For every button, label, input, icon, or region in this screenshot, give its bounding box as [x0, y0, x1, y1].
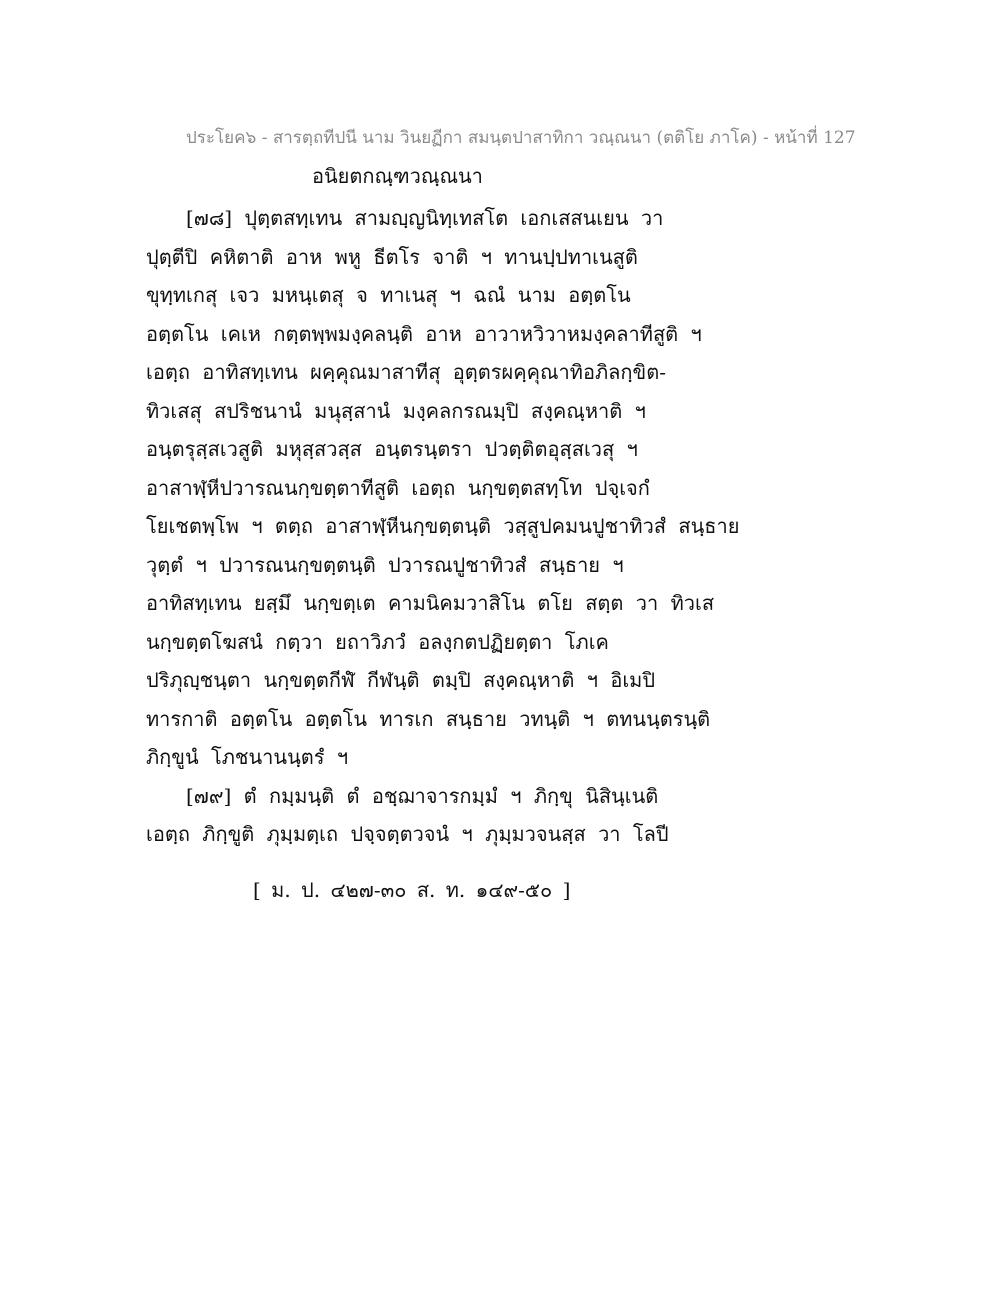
paragraph-78-line-3: ขุทฺทเกสุ เจว มหนฺเตสุ จ ทาเนสุ ฯ ฉณํ นาม อตฺตโน [146, 283, 631, 307]
paragraph-78-line-8: อาสาฬฺหีปวารณนกฺขตฺตาทีสูติ เอตฺถ นกฺขตฺตสทฺโท ปจฺเจกํ [146, 475, 650, 500]
paragraph-78-line-14: ทารกาติ อตฺตโน อตฺตโน ทารเก สนฺธาย วทนฺติ ฯ ตทนนฺตรนฺติ [146, 706, 711, 731]
paragraph-78-line-12: นกฺขตฺตโฆสนํ กตฺวา ยถาวิภวํ อลงฺกตปฏิยตฺตา โภเค [146, 629, 609, 654]
section-title: อนิยตกณฺฑวณฺณนา [312, 164, 483, 188]
paragraph-78-line-4: อตฺตโน เคเห กตฺตพฺพมงฺคลนฺติ อาห อาวาหวิวาหมงฺคลาทีสูติ ฯ [146, 321, 702, 346]
paragraph-78-line-15: ภิกฺขูนํ โภชนานนฺตรํ ฯ [146, 745, 349, 769]
paragraph-78-line-10: วุตฺตํ ฯ ปวารณนกฺขตฺตนฺติ ปวารณปูชาทิวสํ สนฺธาย ฯ [146, 552, 624, 577]
paragraph-78-line-13: ปริภุญฺชนฺตา นกฺขตฺตกีฬํ กีฬนฺติ ตมฺปิ สงฺคณฺหาติ ฯ อิเมปิ [146, 668, 656, 692]
paragraph-79-line-1: [๗๙] ตํ กมฺมนฺติ ตํ อชฺฌาจารกมฺมํ ฯ ภิกฺขุ นิสินฺเนติ [186, 783, 659, 808]
paragraph-78-line-5: เอตฺถ อาทิสทฺเทน ผคฺคุณมาสาทีสุ อุตฺตรผคฺคุณาทิอภิลกฺขิต- [146, 360, 666, 384]
paragraph-78-line-11: อาทิสทฺเทน ยสฺมึ นกฺขตฺเต คามนิคมวาสิโน ตโย สตฺต วา ทิวเส [146, 591, 715, 615]
paragraph-78-line-9: โยเชตพฺโพ ฯ ตตฺถ อาสาฬฺหีนกฺขตฺตนฺติ วสฺสูปคมนปูชาทิวสํ สนฺธาย [146, 514, 740, 538]
paragraph-79-line-2: เอตฺถ ภิกฺขูติ ภุมฺมตฺเถ ปจฺจตฺตวจนํ ฯ ภุมฺมวจนสฺส วา โลปี [146, 822, 669, 846]
source-reference: [ ม. ป. ๔๒๗-๓๐ ส. ท. ๑๔๙-๕๐ ] [253, 878, 571, 902]
paragraph-78-line-6: ทิวเสสุ สปริชนานํ มนุสฺสานํ มงฺคลกรณมฺปิ สงฺคณฺหาติ ฯ [146, 398, 646, 423]
paragraph-78-line-2: ปุตฺตีปิ คหิตาติ อาห พหู ธีตโร จาติ ฯ ทานปฺปทาเนสูติ [146, 244, 638, 269]
paragraph-78-line-1: [๗๘] ปุตฺตสทฺเทน สามญฺญนิทฺเทสโต เอกเสสนเยน วา [186, 206, 664, 230]
body-text [146, 199, 866, 854]
running-header: ประโยค๖ - สารตฺถทีปนี นาม วินยฏีกา สมนฺตปาสาทิกา วณฺณนา (ตติโย ภาโค) - หน้าที่ 127 [186, 128, 856, 148]
paragraph-78-line-7: อนฺตรุสฺสเวสูติ มหุสฺสวสฺส อนฺตรนฺตรา ปวตฺติตอุสฺสเวสุ ฯ [146, 437, 638, 461]
